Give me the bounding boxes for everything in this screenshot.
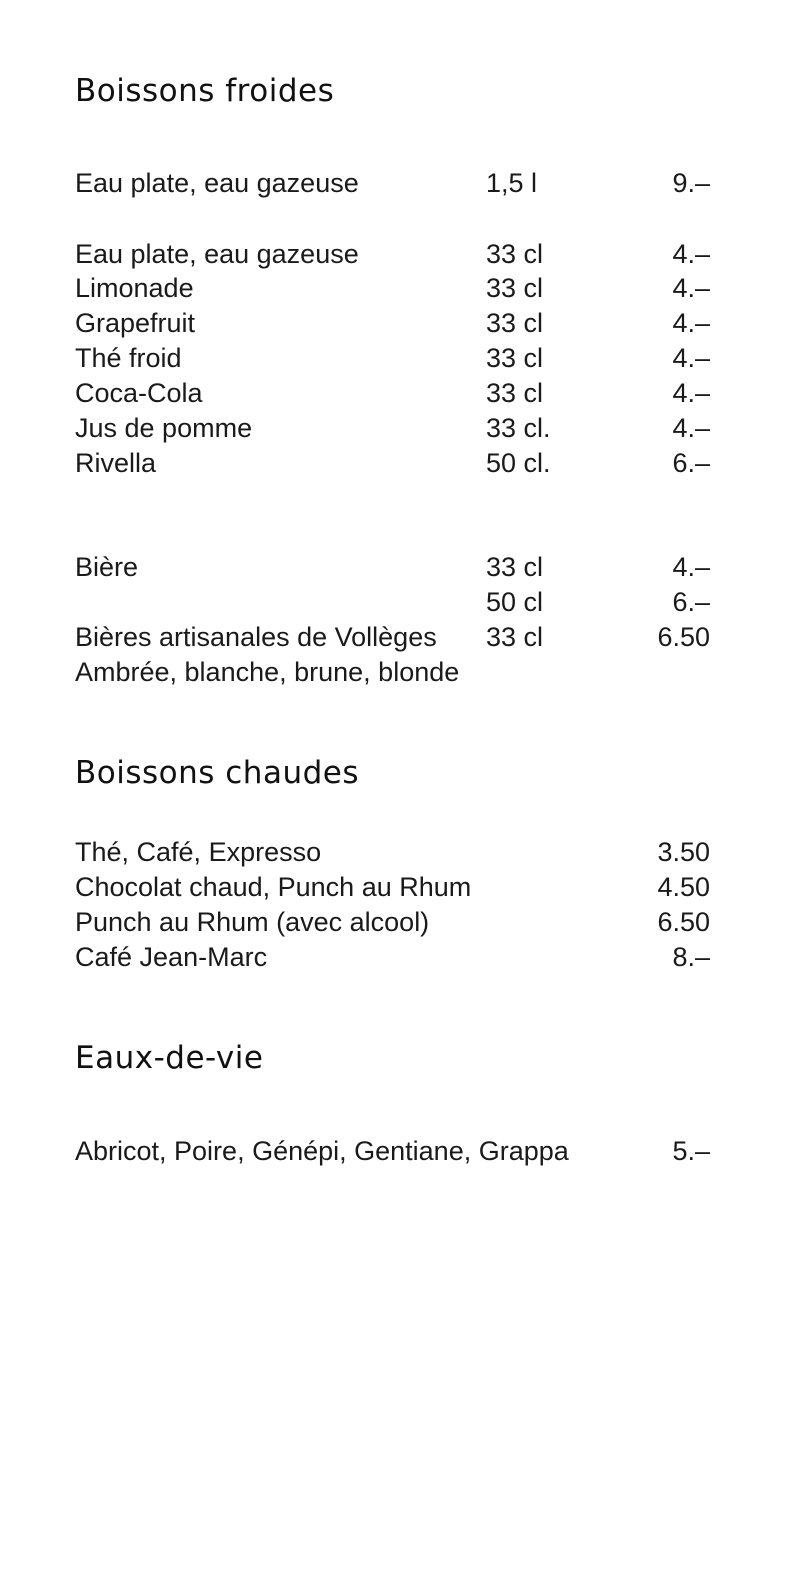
menu-row (75, 1134, 710, 1169)
item-price: 4.– (672, 378, 710, 408)
menu-row (75, 585, 710, 620)
item-name: Abricot, Poire, Génépi, Gentiane, Grappa (75, 1136, 569, 1166)
item-price: 4.– (672, 308, 710, 338)
item-price: 9.– (672, 168, 710, 198)
item-name: Jus de pomme (75, 413, 253, 443)
item-price: 8.– (672, 942, 710, 972)
menu-row (75, 620, 710, 655)
menu-row (75, 905, 710, 940)
item-name: Grapefruit (75, 308, 196, 338)
menu-row (75, 835, 710, 870)
item-name: Ambrée, blanche, brune, blonde (75, 657, 460, 687)
item-name: Eau plate, eau gazeuse (75, 168, 359, 198)
menu-row (75, 237, 710, 272)
item-name: Café Jean-Marc (75, 942, 268, 972)
menu-row (75, 940, 710, 975)
item-volume: 33 cl (486, 239, 544, 269)
item-name: Bière (75, 552, 139, 582)
item-name: Rivella (75, 448, 157, 478)
item-volume: 33 cl (486, 622, 544, 652)
section-title-boissons-froides: Boissons froides (75, 73, 335, 109)
item-price: 6.– (672, 448, 710, 478)
item-volume: 50 cl. (486, 448, 551, 478)
item-price: 4.– (672, 239, 710, 269)
item-price: 6.50 (657, 622, 710, 652)
item-name: Limonade (75, 273, 194, 303)
menu-row (75, 550, 710, 585)
menu-row (75, 376, 710, 411)
item-price: 4.– (672, 413, 710, 443)
item-volume: 33 cl (486, 273, 544, 303)
item-name: Punch au Rhum (avec alcool) (75, 907, 430, 937)
item-price: 4.– (672, 273, 710, 303)
item-name: Thé froid (75, 343, 182, 373)
item-price: 4.– (672, 552, 710, 582)
section-title-boissons-chaudes: Boissons chaudes (75, 755, 360, 791)
item-volume: 33 cl (486, 378, 544, 408)
item-name: Bières artisanales de Vollèges (75, 622, 437, 652)
menu-row (75, 341, 710, 376)
item-price: 3.50 (657, 837, 710, 867)
menu-row (75, 655, 710, 690)
item-volume: 33 cl (486, 308, 544, 338)
item-price: 4.50 (657, 872, 710, 902)
item-volume: 33 cl (486, 552, 544, 582)
item-name: Coca-Cola (75, 378, 203, 408)
item-price: 4.– (672, 343, 710, 373)
menu-row (75, 166, 710, 201)
item-price: 6.– (672, 587, 710, 617)
section-title-eaux-de-vie: Eaux-de-vie (75, 1040, 264, 1076)
menu-row (75, 271, 710, 306)
menu-row (75, 306, 710, 341)
item-volume: 50 cl (486, 587, 544, 617)
item-volume: 33 cl. (486, 413, 551, 443)
item-price: 6.50 (657, 907, 710, 937)
menu-row (75, 446, 710, 481)
item-volume: 33 cl (486, 343, 544, 373)
item-name: Eau plate, eau gazeuse (75, 239, 359, 269)
item-name: Chocolat chaud, Punch au Rhum (75, 872, 472, 902)
item-price: 5.– (672, 1136, 710, 1166)
menu-row (75, 870, 710, 905)
item-volume: 1,5 l (486, 168, 538, 198)
menu-row (75, 411, 710, 446)
item-name: Thé, Café, Expresso (75, 837, 322, 867)
